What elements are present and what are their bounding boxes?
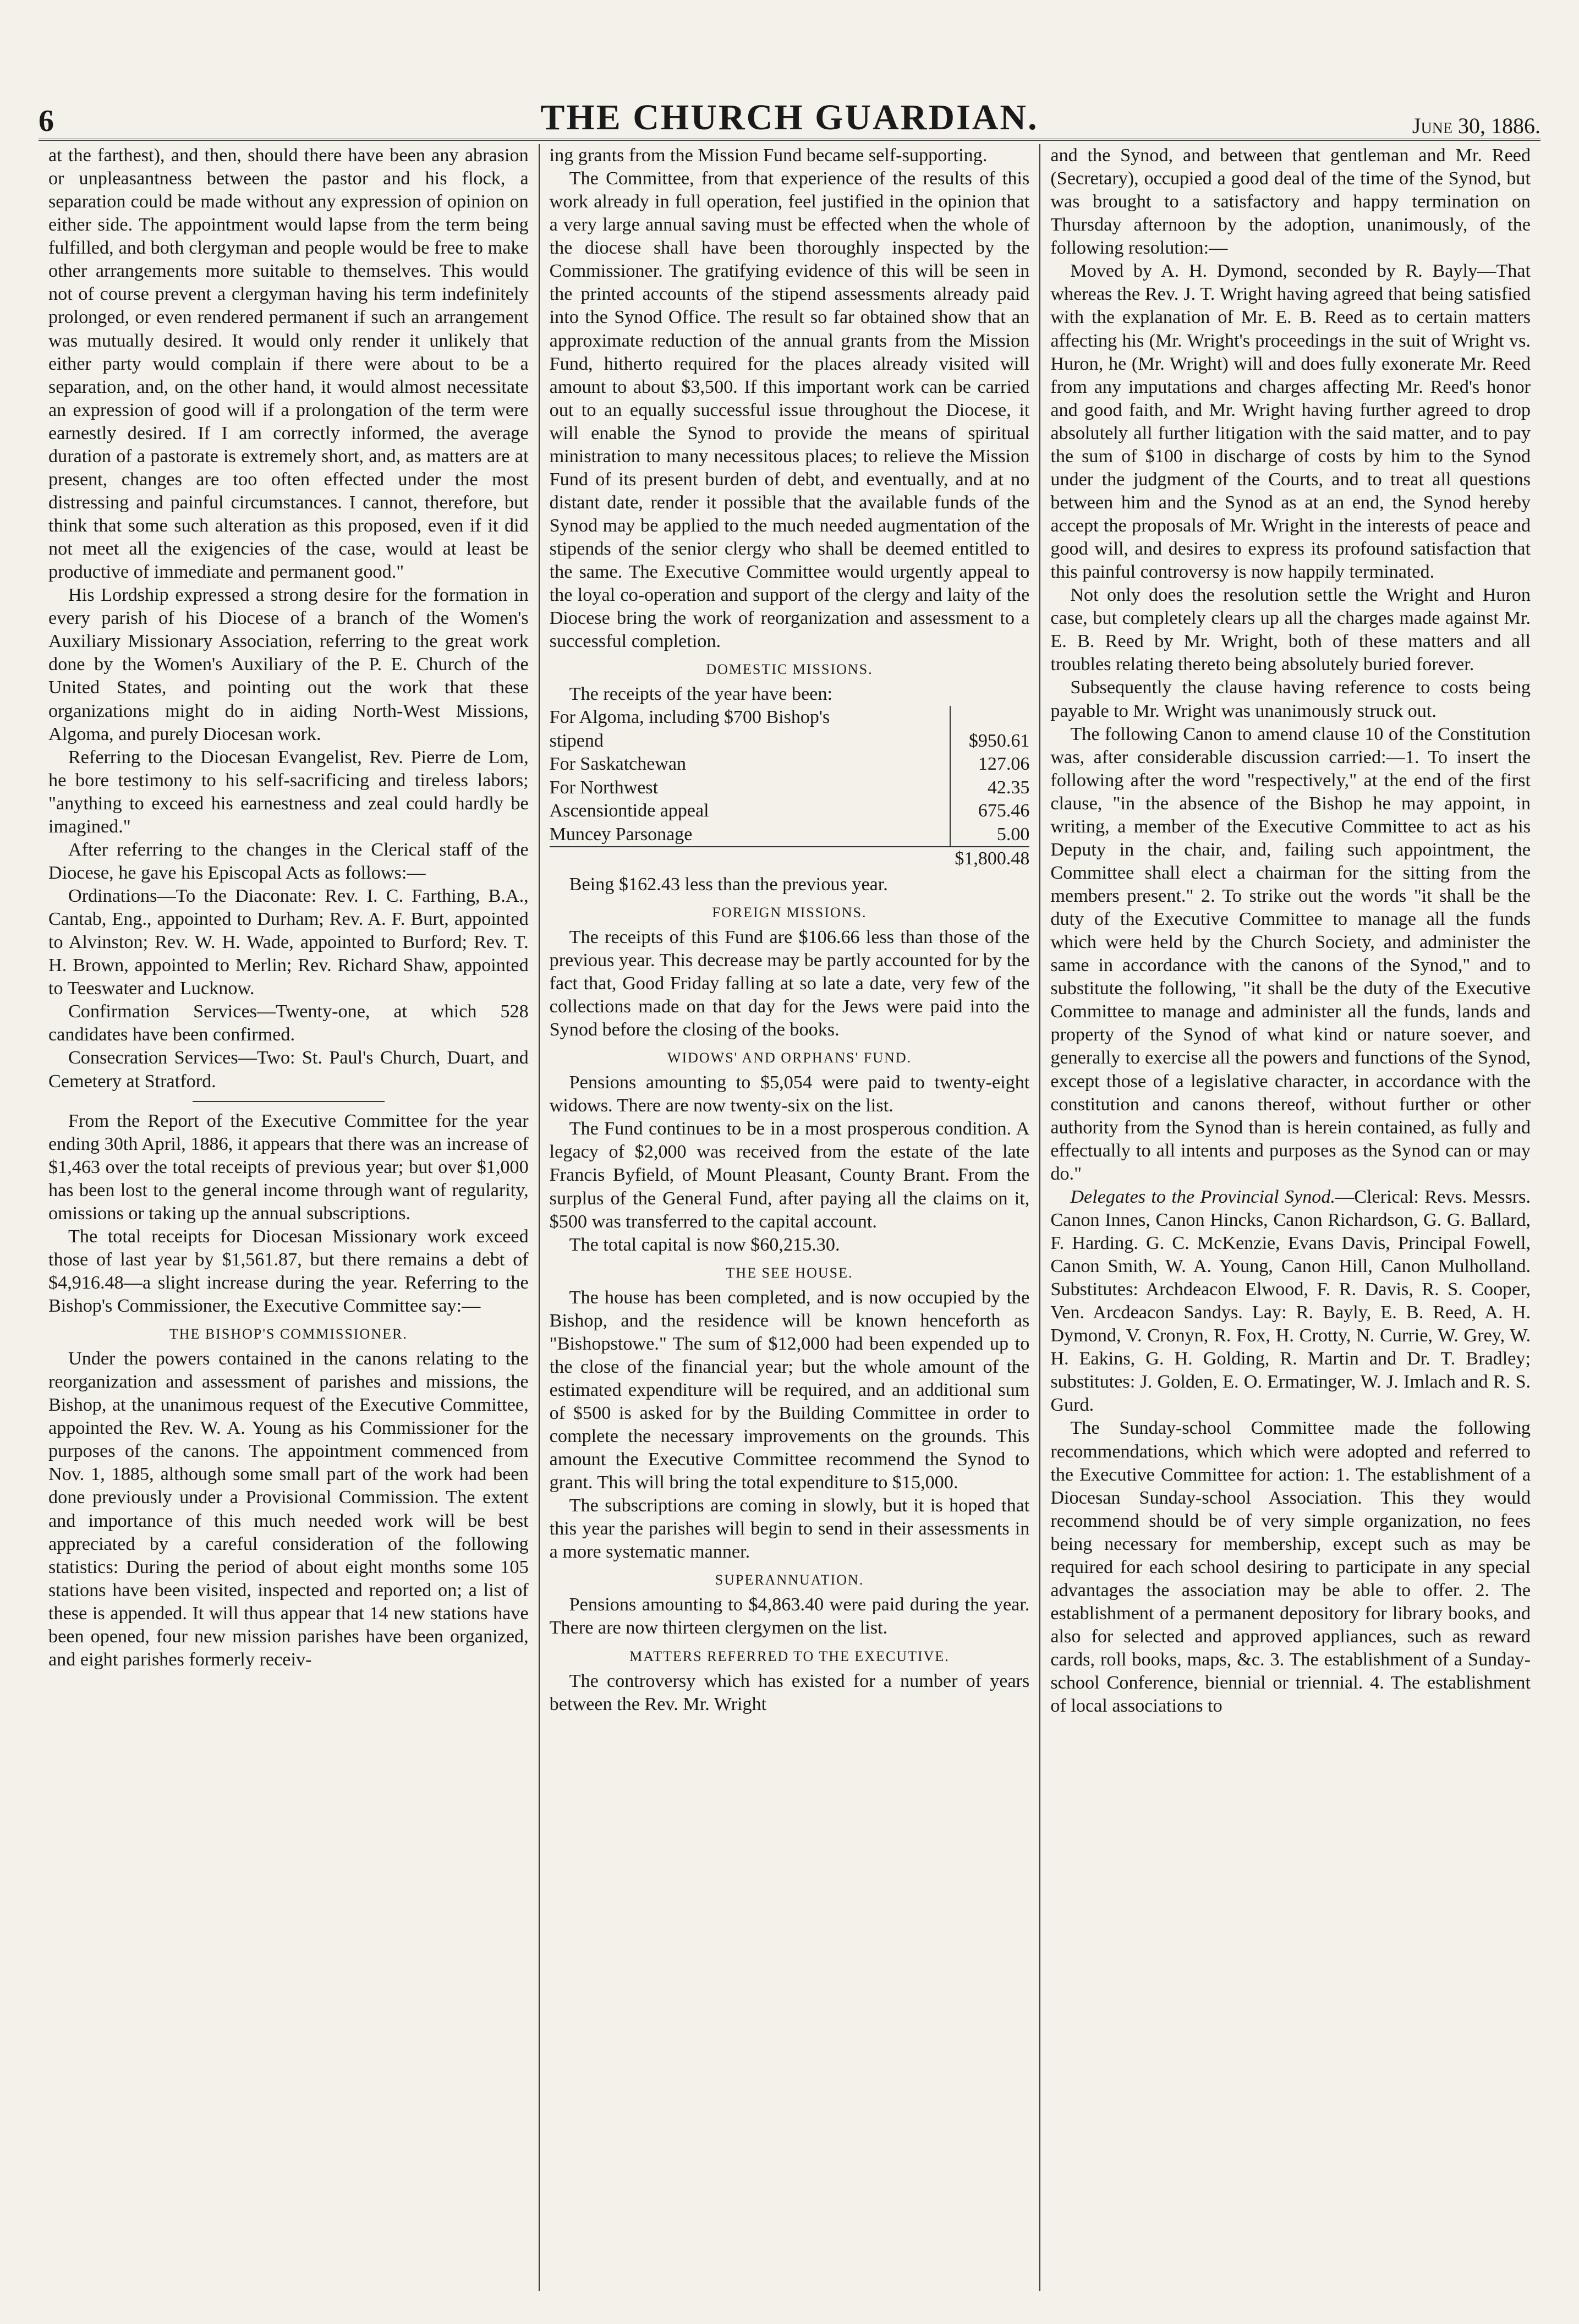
receipt-row bbox=[550, 799, 1030, 823]
receipt-row bbox=[550, 823, 1030, 847]
paragraph: His Lordship expressed a strong desire for the formation in every parish of his Diocese of a branch of the Women's Auxiliary Missionary Association, referring to the great work done by the Women's Auxiliary of the P. E. Church of the United States, and pointing out the work that these organizations might do in aiding North-West Missions, Algoma, and purely Diocesan work. bbox=[48, 585, 529, 744]
receipt-amount bbox=[950, 706, 1029, 730]
section-heading: SUPERANNUATION. bbox=[715, 1572, 864, 1588]
paragraph: The following Canon to amend clause 10 of the Constitution was, after considerable discussion carried:—1. To insert the following after the word "respectively," at the end of the first clause, "in the absence of the Bishop he may appoint, in writing, a member of the Executive Committee to act as his Deputy in the chair, and, failing such appointment, the Committee shall elect a chairman for the sitting from the members present." 2. To strike out the words "it shall be the duty of the Executive Committee to manage all the funds which were held by the Church Society, and administer the same in accordance with the canons of the Synod," and to substitute the following, "it shall be the duty of the Executive Committee to manage and administer all the funds, lands and property of the Synod of what kind or nature soever, and generally to exercise all the powers and functions of the Synod, except those of a legislative character, in accordance with the constitution and canons thereof, without further or other authority from the Synod than is herein contained, as fully and effectually to all intents and purposes as the Synod can or may do." bbox=[1050, 723, 1531, 1184]
paragraph: Not only does the resolution settle the Wright and Huron case, but completely clears up all the charges made against Mr. E. B. Reed by Mr. Wright, both of these matters and all troubles relating thereto being absolutely buried forever. bbox=[1050, 585, 1531, 675]
receipt-amount: 127.06 bbox=[950, 753, 1029, 776]
receipt-amount: 42.35 bbox=[950, 776, 1029, 800]
paragraph: Consecration Services—Two: St. Paul's Church, Duart, and Cemetery at Stratford. bbox=[48, 1048, 529, 1092]
receipt-row bbox=[550, 776, 1030, 800]
receipt-row bbox=[550, 730, 1030, 753]
receipt-amount: 675.46 bbox=[950, 799, 1029, 823]
delegates-list: —Clerical: Revs. Messrs. Canon Innes, Canon Hincks, Canon Richardson, G. G. Ballard, F. Harding. G. C. McKenzie, Evans Davis, Principal Fowell, Canon Smith, W. A. Young, Canon Hill, Canon Mulholland. Substitutes: Archdeacon Elwood, F. R. Davis, R. S. Cooper, Ven. Arcdeacon Sandys. Lay: R. Bayly, E. B. Reed, A. H. Dymond, V. Cronyn, R. Fox, H. Crotty, N. Currie, W. Grey, W. H. Eakins, G. H. Golding, R. Martin and Dr. T. Bradley; substitutes: J. Golden, E. O. Ermatinger, W. J. Imlach and R. S. Gurd. bbox=[1050, 1186, 1531, 1416]
section-heading: THE SEE HOUSE. bbox=[726, 1264, 853, 1281]
paragraph: After referring to the changes in the Clerical staff of the Diocese, he gave his Episcopal Acts as follows:— bbox=[48, 839, 529, 883]
section-divider bbox=[193, 1101, 385, 1102]
paragraph: Referring to the Diocesan Evangelist, Rev. Pierre de Lom, he bore testimony to his self-sacrificing and tireless labors; "anything to exceed his earnestness and zeal could hardly be imagined." bbox=[48, 747, 529, 837]
paragraph: The receipts of this Fund are $106.66 less than those of the previous year. This decrease may be partly accounted for by the fact that, Good Friday falling at so late a date, very few of the collections made on that day for the Jews were paid into the Synod before the closing of the books. bbox=[549, 927, 1030, 1040]
paragraph: Pensions amounting to $4,863.40 were paid during the year. There are now thirteen clergymen on the list. bbox=[549, 1594, 1030, 1638]
receipt-row bbox=[550, 706, 1030, 730]
paragraph: The total capital is now $60,215.30. bbox=[569, 1234, 840, 1255]
paragraph: Subsequently the clause having reference to costs being payable to Mr. Wright was unanimously struck out. bbox=[1050, 677, 1531, 721]
paragraph: and the Synod, and between that gentleman and Mr. Reed (Secretary), occupied a good deal of the time of the Synod, but was brought to a satisfactory and happy termination on Thursday afternoon by the adoption, unanimously, of the following resolution:— bbox=[1050, 145, 1531, 259]
receipts-total: $1,800.48 bbox=[950, 847, 1029, 871]
paragraph: The subscriptions are coming in slowly, but it is hoped that this year the parishes will begin to send in their assessments in a more systematic manner. bbox=[549, 1495, 1030, 1563]
paragraph: Confirmation Services—Twenty-one, at which 528 candidates have been confirmed. bbox=[48, 1001, 529, 1045]
receipt-amount: 5.00 bbox=[950, 823, 1029, 847]
masthead bbox=[39, 97, 1540, 141]
section-heading: WIDOWS' AND ORPHANS' FUND. bbox=[667, 1050, 912, 1066]
paragraph: The house has been completed, and is now occupied by the Bishop, and the residence will be known henceforth as "Bishopstowe." The sum of $12,000 had been expended up to the close of the financial year; but the whole amount of the estimated expenditure will be required, and an additional sum of $500 is asked for by the Building Committee in order to complete the necessary improvements on the grounds. This amount the Executive Committee recommend the Synod to grant. This will bring the total expenditure to $15,000. bbox=[549, 1287, 1030, 1493]
receipts-table bbox=[550, 683, 1030, 871]
column-2 bbox=[539, 144, 1040, 2291]
receipt-label: For Saskatchewan bbox=[549, 754, 686, 775]
section-heading: THE BISHOP'S COMMISSIONER. bbox=[169, 1326, 408, 1342]
paragraph: The total receipts for Diocesan Missionary work exceed those of last year by $1,561.87, but there remains a debt of $4,916.48—a slight increase during the year. Referring to the Bishop's Commissioner, the Executive Committee say:— bbox=[48, 1226, 529, 1317]
paragraph: The Fund continues to be in a most prosperous condition. A legacy of $2,000 was received from the estate of the late Francis Byfield, of Mount Pleasant, County Brant. From the surplus of the General Fund, after paying all the claims on it, $500 was transferred to the capital account. bbox=[549, 1119, 1030, 1232]
paragraph: ing grants from the Mission Fund became self-supporting. bbox=[549, 145, 988, 166]
receipt-row bbox=[550, 753, 1030, 776]
receipts-total-row bbox=[550, 847, 1030, 871]
section-heading: MATTERS REFERRED TO THE EXECUTIVE. bbox=[629, 1648, 950, 1664]
paragraph: Ordinations—To the Diaconate: Rev. I. C. Farthing, B.A., Cantab, Eng., appointed to Durham; Rev. A. F. Burt, appointed to Alvinston; Rev. W. H. Wade, appointed to Burford; Rev. T. H. Brown, appointed to Merlin; Rev. Richard Shaw, appointed to Teeswater and Lucknow. bbox=[48, 886, 529, 999]
section-heading: FOREIGN MISSIONS. bbox=[712, 904, 867, 920]
section-heading: DOMESTIC MISSIONS. bbox=[706, 661, 873, 678]
receipt-label: For Algoma, including $700 Bishop's bbox=[549, 707, 830, 728]
column-1 bbox=[39, 144, 539, 2291]
receipt-label: Muncey Parsonage bbox=[549, 824, 693, 845]
paragraph: The Committee, from that experience of the results of this work already in full operation, feel justified in the opinion that a very large annual saving must be effected when the whole of the diocese shall have been thoroughly inspected by the Commissioner. The gratifying evidence of this will be seen in the printed accounts of the stipend assessments already paid into the Synod Office. The result so far obtained show that an approximate reduction of the annual grants from the Mission Fund, hitherto required for the places already visited will amount to about $3,500. If this important work can be carried out to an equally successful issue throughout the Diocese, it will enable the Synod to provide the means of spiritual ministration to many necessitous places; to relieve the Mission Fund of its present burden of debt, and eventually, and at no distant date, render it possible that the available funds of the Synod may be applied to the much needed augmentation of the stipends of the senior clergy who shall be deemed entitled to the same. The Executive Committee would urgently appeal to the loyal co-operation and support of the clergy and laity of the Diocese bring the work of reorganization and assessment to a successful completion. bbox=[549, 168, 1030, 652]
receipt-label: For Northwest bbox=[549, 777, 659, 798]
article-columns bbox=[39, 144, 1540, 2291]
receipt-label: stipend bbox=[549, 730, 604, 751]
paragraph: From the Report of the Executive Committee for the year ending 30th April, 1886, it appears that there was an increase of $1,463 over the total receipts of previous year; but over $1,000 has been lost to the general income through want of regularity, omissions or taking up the annual subscriptions. bbox=[48, 1110, 529, 1224]
receipt-amount: $950.61 bbox=[950, 730, 1029, 753]
paragraph: Pensions amounting to $5,054 were paid to twenty-eight widows. There are now twenty-six on the list. bbox=[549, 1072, 1030, 1116]
paragraph: Moved by A. H. Dymond, seconded by R. Bayly—That whereas the Rev. J. T. Wright having agreed that being satisfied with the explanation of Mr. E. B. Reed as to certain matters affecting his (Mr. Wright's proceedings in the suit of Wright vs. Huron, he (Mr. Wright) will and does fully exonerate Mr. Reed from any imputations and charges affecting Mr. Reed's honor and good faith, and Mr. Wright having further agreed to drop absolutely all further litigation with the said matter, and to pay the sum of $100 in discharge of costs by him to the Synod under the judgment of the Courts, and to treat all questions between him and the Synod as at an end, the Synod hereby accept the proposals of Mr. Wright in the interests of peace and good will, and desires to express its profound satisfaction that this painful controversy is now happily terminated. bbox=[1050, 261, 1531, 583]
paragraph: Under the powers contained in the canons relating to the reorganization and assessment of parishes and missions, the Bishop, at the unanimous request of the Executive Committee, appointed the Rev. W. A. Young as his Commissioner for the purposes of the canons. The appointment commenced from Nov. 1, 1885, although some small part of the work had been done previously under a Provisional Commission. The extent and importance of this much needed work will be best appreciated by a careful consideration of the following statistics: During the period of about eight months some 105 stations have been visited, inspected and reported on; a list of these is appended. It will thus appear that 14 new stations have been opened, four new mission parishes have been organized, and eight parishes formerly receiv- bbox=[48, 1349, 529, 1670]
paragraph: The controversy which has existed for a number of years between the Rev. Mr. Wright bbox=[549, 1670, 1030, 1714]
receipt-label: Ascensiontide appeal bbox=[549, 801, 709, 821]
paragraph: at the farthest), and then, should there have been any abrasion or unpleasantness between the pastor and his flock, a separation could be made without any expression of opinion on either side. The appointment would lapse from the term being fulfilled, and both clergyman and people would be free to make other arrangements more suitable to themselves. This would not of course prevent a clergyman having his term indefinitely prolonged, or even rendered permanent if such an arrangement was mutually desired. It would only render it unlikely that either party would complain if there were about to be a separation, and, on the other hand, it would almost necessitate an expression of good will if a prolongation of the term were earnestly desired. If I am correctly informed, the average duration of a pastorate is extremely short, and, as matters are at present, changes are too often effected under the most distressing and painful circumstances. I cannot, therefore, but think that some such alteration as this proposed, even if it did not meet all the exigencies of the case, would at least be productive of immediate and permanent good." bbox=[48, 145, 529, 583]
page-number: 6 bbox=[39, 104, 54, 138]
receipts-list bbox=[550, 706, 1030, 871]
receipts-intro: The receipts of the year have been: bbox=[569, 684, 833, 705]
newspaper-title: THE CHURCH GUARDIAN. bbox=[540, 97, 1039, 138]
paragraph bbox=[1050, 1186, 1531, 1417]
delegates-heading: Delegates to the Provincial Synod. bbox=[1070, 1186, 1336, 1207]
issue-date: June 30, 1886. bbox=[1412, 113, 1540, 138]
paragraph: The Sunday-school Committee made the following recommendations, which which were adopted and referred to the Executive Committee for action: 1. The establishment of a Diocesan Sunday-school Association. This they would recommend should be of very simple organization, no fees being necessary for membership, except such as may be required for each school desiring to participate in any special advantages the association may be able to offer. 2. The establishment of a permanent depository for library books, and also for selected and approved appliances, such as reward cards, roll books, maps, &c. 3. The establishment of a Sunday-school Conference, biennial or triennial. 4. The establishment of local associations to bbox=[1050, 1418, 1531, 1717]
paragraph: Being $162.43 less than the previous year. bbox=[569, 874, 888, 895]
column-3 bbox=[1039, 144, 1540, 2291]
